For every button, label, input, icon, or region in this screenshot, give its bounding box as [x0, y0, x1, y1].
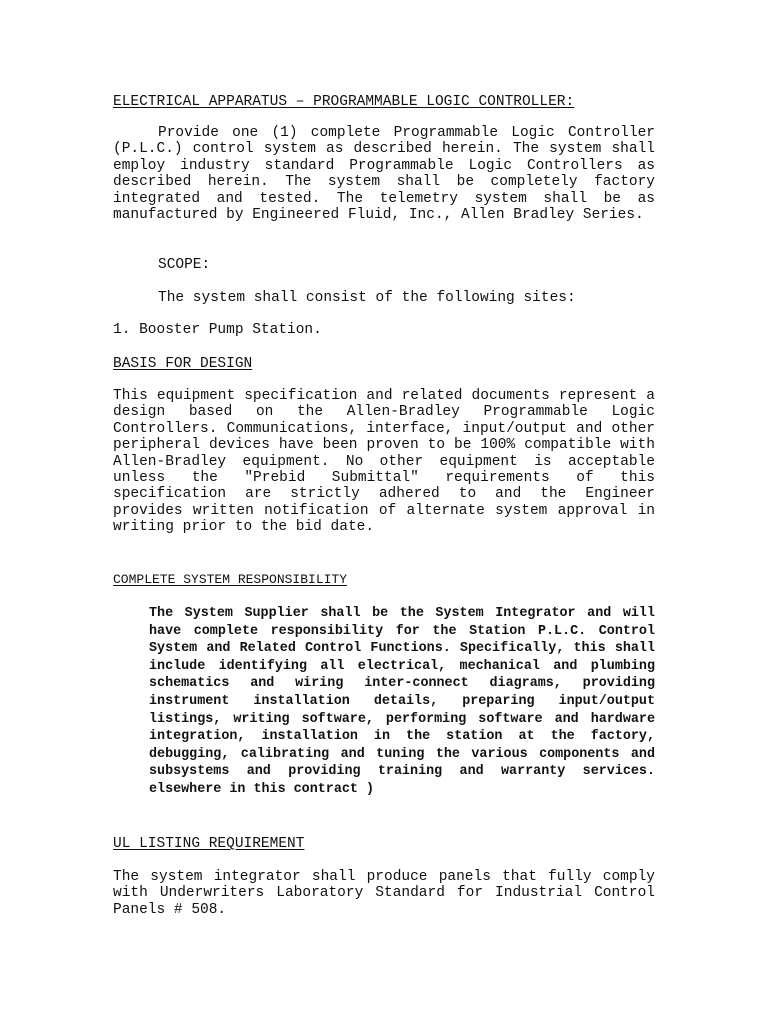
responsibility-rest: and will have complete responsibility for the Station P.L.C. Control System and Related Control Functions. Specifically, this shall include identifying all electrical, mechanical and plumbing schematics and wiring inter-connect diagrams, providing instrument installation details, preparing input/output listings, writing software, performing software and hardware integration, installation in the station at the factory, debugging, calibrating and tuning the various components and subsystems and providing training and warranty services. elsewhere in this contract ) [149, 606, 655, 797]
responsibility-paragraph [149, 605, 655, 799]
ul-listing-paragraph: The system integrator shall produce panels that fully comply with Underwriters Laboratory Standard for Industrial Control Panels # 508. [113, 869, 655, 918]
responsibility-lead: The System Supplier shall be the System Integrator [149, 606, 576, 621]
site-list-item: 1. Booster Pump Station. [113, 322, 322, 338]
main-heading: ELECTRICAL APPARATUS – PROGRAMMABLE LOGIC CONTROLLER: [113, 94, 575, 110]
basis-heading: BASIS FOR DESIGN [113, 356, 253, 372]
responsibility-heading: COMPLETE SYSTEM RESPONSIBILITY [113, 572, 348, 587]
basis-paragraph: This equipment specification and related documents represent a design based on the Allen-Bradley Programmable Logic Controllers. Communications, interface, input/output and other peripheral devices have been proven to be 100% compatible with Allen-Bradley equipment. No other equipment is acceptable unless the "Prebid Submittal" requirements of this specification are strictly adhered to and the Engineer provides written notification of alternate system approval in writing prior to the bid date. [113, 388, 655, 536]
scope-label: SCOPE: [158, 257, 211, 273]
scope-text: The system shall consist of the following sites: [158, 290, 576, 306]
ul-listing-heading: UL LISTING REQUIREMENT [113, 836, 305, 852]
intro-paragraph: Provide one (1) complete Programmable Logic Controller (P.L.C.) control system as described herein. The system shall employ industry standard Programmable Logic Controllers as described herein. The system shall be completely factory integrated and tested. The telemetry system shall be as manufactured by Engineered Fluid, Inc., Allen Bradley Series. [113, 125, 655, 224]
